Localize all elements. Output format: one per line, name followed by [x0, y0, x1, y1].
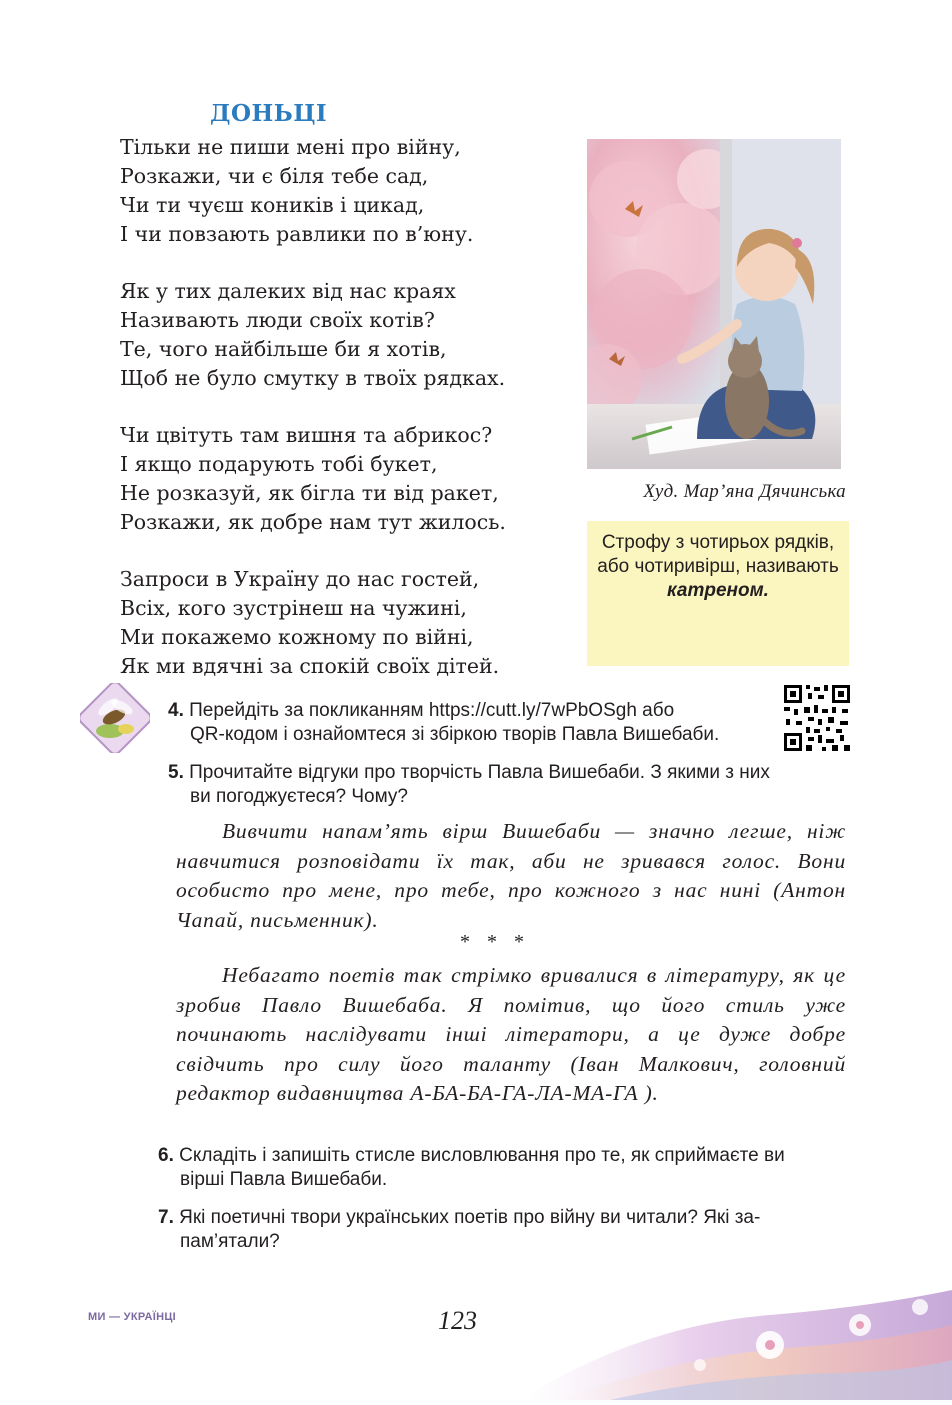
task-4	[168, 699, 780, 747]
task-4-text-line1[interactable]: Перейдіть за покликанням https://cutt.ly/7wPbOSgh або	[189, 700, 675, 721]
illustration-girl-with-kitten	[587, 139, 841, 469]
poem-line: Щоб не було смутку в твоїх рядках.	[120, 366, 506, 390]
illustration-caption: Худ. Мар’яна Дячинська	[643, 481, 846, 502]
stanza-1	[120, 133, 575, 249]
decorative-flowers	[520, 1285, 952, 1400]
poem-line: Чи ти чуєш коників і цикад,	[120, 193, 425, 217]
task-5-text-line2: ви погоджуєтеся? Чому?	[190, 786, 408, 807]
task-5-text-line1: Прочитайте відгуки про творчість Павла Вишебаби. З якими з них	[189, 762, 770, 783]
note-period: .	[763, 580, 769, 601]
task-number: 6.	[158, 1145, 174, 1166]
poem-line: Ми покажемо кожному по війні,	[120, 625, 474, 649]
poem-line: Те, чого найбільше би я хотів,	[120, 337, 447, 361]
poem-line: Чи цвітуть там вишня та абрикос?	[120, 423, 493, 447]
poem-line: Всіх, кого зустрінеш на чужині,	[120, 596, 467, 620]
bee-icon-art	[80, 683, 150, 753]
poem-line: Як ми вдячні за спокій своїх дітей.	[120, 654, 500, 678]
task-7-text-line2: пам’ятали?	[180, 1231, 280, 1252]
poem-line: Тільки не пиши мені про війну,	[120, 135, 461, 159]
poem-line: Називають люди своїх котів?	[120, 308, 435, 332]
task-6-text-line2: вірші Павла Вишебаби.	[180, 1169, 388, 1190]
page-number: 123	[438, 1306, 477, 1335]
decorative-flowers-art	[520, 1285, 952, 1400]
task-6	[158, 1144, 848, 1192]
stanza-3	[120, 421, 575, 537]
poem-line: І чи повзають равлики по в’юну.	[120, 222, 474, 246]
task-7	[158, 1206, 848, 1254]
task-number: 7.	[158, 1207, 174, 1228]
poem-line: Розкажи, як добре нам тут жилось.	[120, 510, 506, 534]
review-quote-2: Небагато поетів так стрімко вривалися в літературу, як це зробив Павло Вишебаба. Я помітив, що його стиль уже починають наслідувати інші літератори, а це дуже добре свідчить про силу його таланту (Іван Малкович, головний редактор видавництва А-БА-БА-ГА-ЛА-МА-ГА ).	[176, 963, 846, 1105]
task-6-text-line1: Складіть і запишіть стисле висловлювання про те, як сприймаєте ви	[179, 1145, 785, 1166]
task-4-text-line2: QR-кодом і ознайомтеся зі збіркою творів Павла Вишебаби.	[190, 724, 720, 745]
note-text: Строфу з чотирьох рядків, або чотиривірш, називають	[597, 532, 839, 577]
qr-code-art	[782, 683, 852, 753]
note-term: катреном	[667, 580, 764, 601]
task-7-text-line1: Які поетичні твори українських поетів про війну ви читали? Які за-	[179, 1207, 761, 1228]
poem-body	[120, 133, 575, 709]
stanza-4	[120, 565, 575, 681]
poem-line: Розкажи, чи є біля тебе сад,	[120, 164, 429, 188]
poem-line: Як у тих далеких від нас краях	[120, 279, 456, 303]
section-label: МИ — УКРАЇНЦІ	[88, 1311, 177, 1323]
illustration-art	[587, 139, 841, 469]
task-5	[168, 761, 848, 809]
qr-code-icon[interactable]	[782, 683, 852, 753]
quote-separator: * * *	[460, 931, 530, 953]
poem-line: Запроси в Україну до нас гостей,	[120, 567, 480, 591]
stanza-2	[120, 277, 575, 393]
bee-icon	[80, 683, 150, 753]
task-number: 5.	[168, 762, 184, 783]
poem-line: Не розказуй, як бігла ти від ракет,	[120, 481, 499, 505]
definition-note	[587, 521, 849, 666]
task-number: 4.	[168, 700, 184, 721]
poem-title: ДОНЬЦІ	[210, 100, 328, 127]
poem-line: І якщо подарують тобі букет,	[120, 452, 438, 476]
review-quote-1: Вивчити напам’ять вірш Вишебаби — значно легше, ніж навчитися розповідати їх так, аби не зривався голос. Вони особисто про мене, про тебе, про кожного з нас нині (Антон Чапай, письменник).	[176, 819, 846, 932]
